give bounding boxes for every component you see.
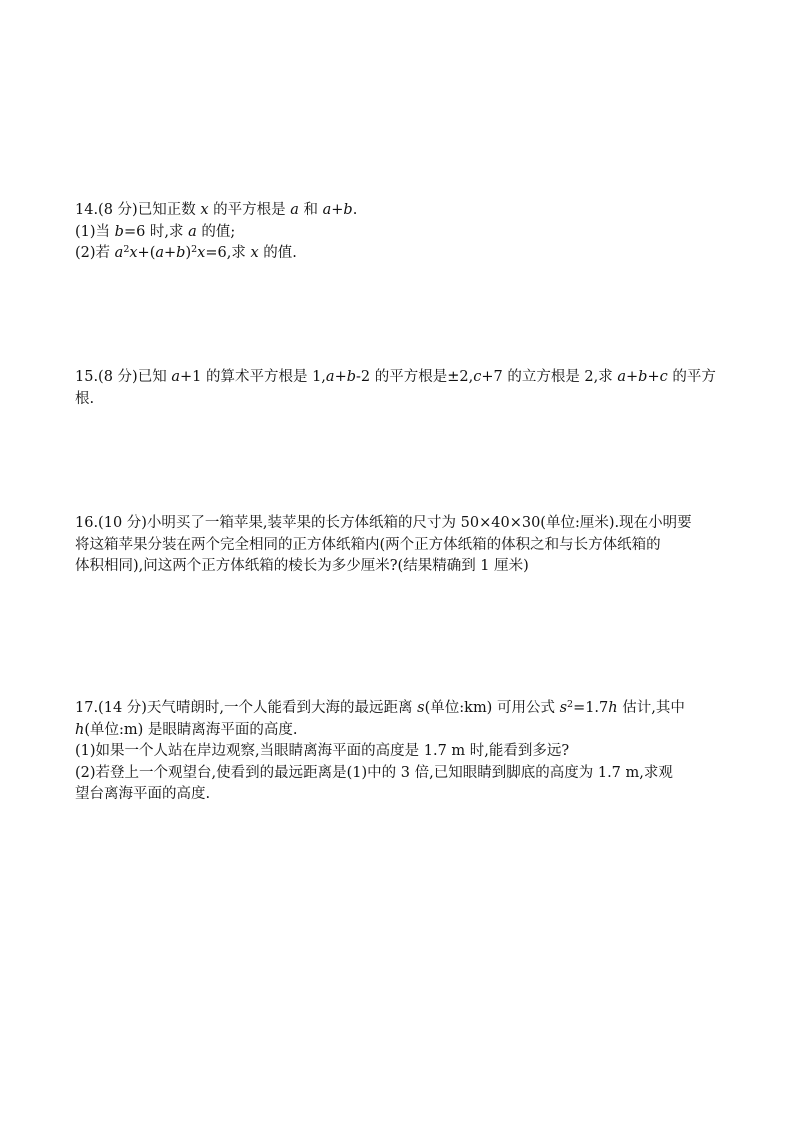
- q14-text: 和: [298, 202, 323, 218]
- question-17-part-1: (1)如果一个人站在岸边观察,当眼睛离海平面的高度是 1.7 m 时,能看到多远?: [75, 743, 570, 759]
- q15-expr-ab: a+b: [325, 369, 356, 385]
- q17-var-s: s: [417, 700, 425, 716]
- q17-var-h: h: [75, 721, 85, 738]
- question-17-stem: [75, 698, 725, 720]
- question-16-line-1: 16.(10 分)小明买了一箱苹果,装苹果的长方体纸箱的尺寸为 50×40×30(单位:厘米).现在小明要: [75, 515, 692, 531]
- question-15-stem-cont: 根.: [75, 390, 95, 407]
- question-16-line-2: 将这箱苹果分装在两个完全相同的正方体纸箱内(两个正方体纸箱的体积之和与长方体纸箱的: [75, 536, 661, 553]
- question-14-stem: [75, 200, 725, 222]
- question-17-part-2-line-2: 望台离海平面的高度.: [75, 786, 211, 802]
- question-14-part-1: [75, 222, 725, 244]
- question-16: [75, 513, 725, 578]
- question-14-part-2: [75, 243, 725, 265]
- question-17-part-2-line-1: (2)若登上一个观望台,使看到的最远距离是(1)中的 3 倍,已知眼睛到脚底的高度为 1.7 m,求观: [75, 764, 673, 781]
- q14-var-a: a: [290, 202, 299, 218]
- q17-text: (单位:m) 是眼睛离海平面的高度.: [84, 721, 298, 738]
- q14-part2-expr-ab: a+b: [155, 245, 186, 261]
- q14-part2-text: 的值.: [258, 245, 297, 261]
- question-17: [75, 698, 725, 806]
- q14-text: .: [352, 202, 358, 218]
- question-15-stem: [75, 367, 725, 389]
- q14-prefix: 14.(8 分)已知正数: [75, 202, 201, 218]
- question-16-line-3: 体积相同),问这两个正方体纸箱的棱长为多少厘米?(结果精确到 1 厘米): [75, 558, 529, 574]
- q14-text: 的平方根是: [208, 202, 291, 218]
- q14-part2-exponent: 2: [123, 244, 130, 255]
- q14-part1-label: (1)当: [75, 223, 115, 240]
- q17-exponent: 2: [567, 699, 574, 710]
- q14-part1-var-a: a: [188, 223, 197, 240]
- q15-text: 的平方: [667, 369, 716, 385]
- q15-prefix: 15.(8 分)已知: [75, 369, 172, 385]
- q17-var-s: s: [559, 700, 568, 716]
- q17-text: =1.7: [573, 700, 609, 716]
- question-14: [75, 200, 725, 265]
- q17-text: 估计,其中: [617, 700, 685, 716]
- q17-text: 17.(14 分)天气晴朗时,一个人能看到大海的最远距离: [75, 700, 418, 716]
- q15-var-c: c: [473, 369, 482, 385]
- q14-part2-text: ): [185, 245, 192, 261]
- q14-part2-var-x: x: [197, 245, 206, 261]
- q17-text: (单位:km) 可用公式: [424, 700, 560, 716]
- q15-var-a: a: [171, 369, 180, 385]
- q14-part2-var-a: a: [114, 245, 124, 261]
- q14-part1-text: =6 时,求: [123, 223, 189, 240]
- q14-part2-text: +(: [137, 245, 156, 261]
- q15-text: -2 的平方根是±2,: [356, 369, 474, 385]
- question-15: [75, 367, 725, 410]
- q14-part2-exponent: 2: [191, 244, 198, 255]
- q15-text: +1 的算术平方根是 1,: [179, 369, 326, 385]
- q14-part1-var-b: b: [114, 223, 124, 240]
- q17-var-h: h: [608, 700, 618, 716]
- q14-part2-var-x: x: [129, 245, 138, 261]
- question-17-stem-cont: [75, 720, 725, 742]
- q15-text: +7 的立方根是 2,求: [481, 369, 618, 385]
- q14-var-x: x: [200, 202, 209, 218]
- q14-part1-text: 的值;: [196, 223, 236, 240]
- q15-expr-abc: a+b+c: [617, 369, 668, 385]
- q14-part2-label: (2)若: [75, 245, 115, 261]
- q14-part2-text: =6,求: [205, 245, 251, 261]
- q14-part2-var-x: x: [250, 245, 259, 261]
- q14-expr-ab: a+b: [322, 202, 353, 218]
